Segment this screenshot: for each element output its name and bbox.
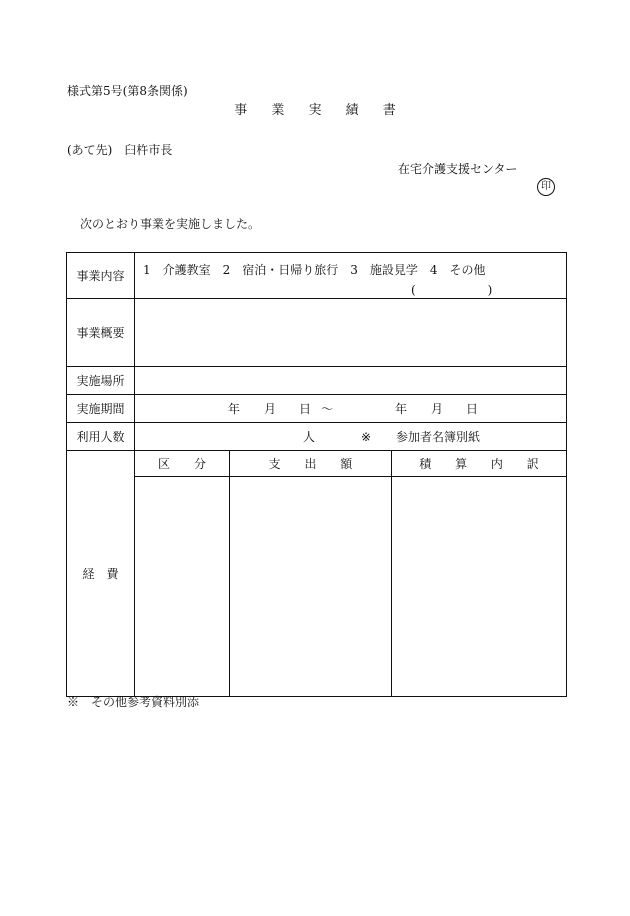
label-business-summary: 事業概要: [67, 299, 135, 367]
place-cell[interactable]: [135, 367, 567, 395]
expenses-label-text: 経 費: [82, 567, 119, 581]
users-note-mark: ※: [361, 430, 372, 444]
row-business-content: [67, 253, 567, 299]
period-start-day: 日: [299, 402, 312, 416]
report-table: [66, 252, 567, 697]
users-note: 参加者名簿別紙: [396, 430, 481, 444]
period-cell[interactable]: [135, 395, 567, 423]
period-start-year: 年: [228, 402, 241, 416]
label-expenses: [67, 451, 135, 697]
document-title: 事 業 実 績 書: [234, 103, 406, 118]
sender-name: 在宅介護支援センター: [398, 162, 518, 176]
row-business-summary: [67, 299, 567, 367]
period-end-month: 月: [431, 402, 444, 416]
period-end-day: 日: [466, 402, 479, 416]
form-number: 様式第5号(第8条関係): [67, 84, 188, 98]
expenses-category-cell[interactable]: [135, 477, 230, 697]
col-header-breakdown: 積 算 内 訳: [392, 451, 567, 477]
users-cell[interactable]: [135, 423, 567, 451]
period-tilde: ～: [321, 402, 334, 416]
label-users: 利用人数: [67, 423, 135, 451]
period-start-month: 月: [264, 402, 277, 416]
intro-text: 次のとおり事業を実施しました。: [80, 217, 261, 231]
row-expenses-body: [67, 477, 567, 697]
col-header-category: 区 分: [135, 451, 230, 477]
label-business-content: 事業内容: [67, 253, 135, 299]
users-unit: 人: [303, 430, 316, 444]
addressee: (あて先) 臼杵市長: [67, 143, 173, 157]
row-period: [67, 395, 567, 423]
seal-icon: 印: [537, 178, 555, 196]
business-content-options: 1 介護教室 2 宿泊・日帰り旅行 3 施設見学 4 その他: [143, 263, 486, 277]
row-users: [67, 423, 567, 451]
business-content-other-paren: ( ): [411, 283, 493, 297]
row-place: [67, 367, 567, 395]
label-period: 実施期間: [67, 395, 135, 423]
expenses-amount-cell[interactable]: [230, 477, 392, 697]
business-summary-cell[interactable]: [135, 299, 567, 367]
col-header-amount: 支 出 額: [230, 451, 392, 477]
footnote: ※ その他参考資料別添: [67, 695, 200, 709]
business-content-cell[interactable]: [135, 253, 567, 299]
expenses-breakdown-cell[interactable]: [392, 477, 567, 697]
period-end-year: 年: [395, 402, 408, 416]
row-expenses-header: [67, 451, 567, 477]
label-place: 実施場所: [67, 367, 135, 395]
